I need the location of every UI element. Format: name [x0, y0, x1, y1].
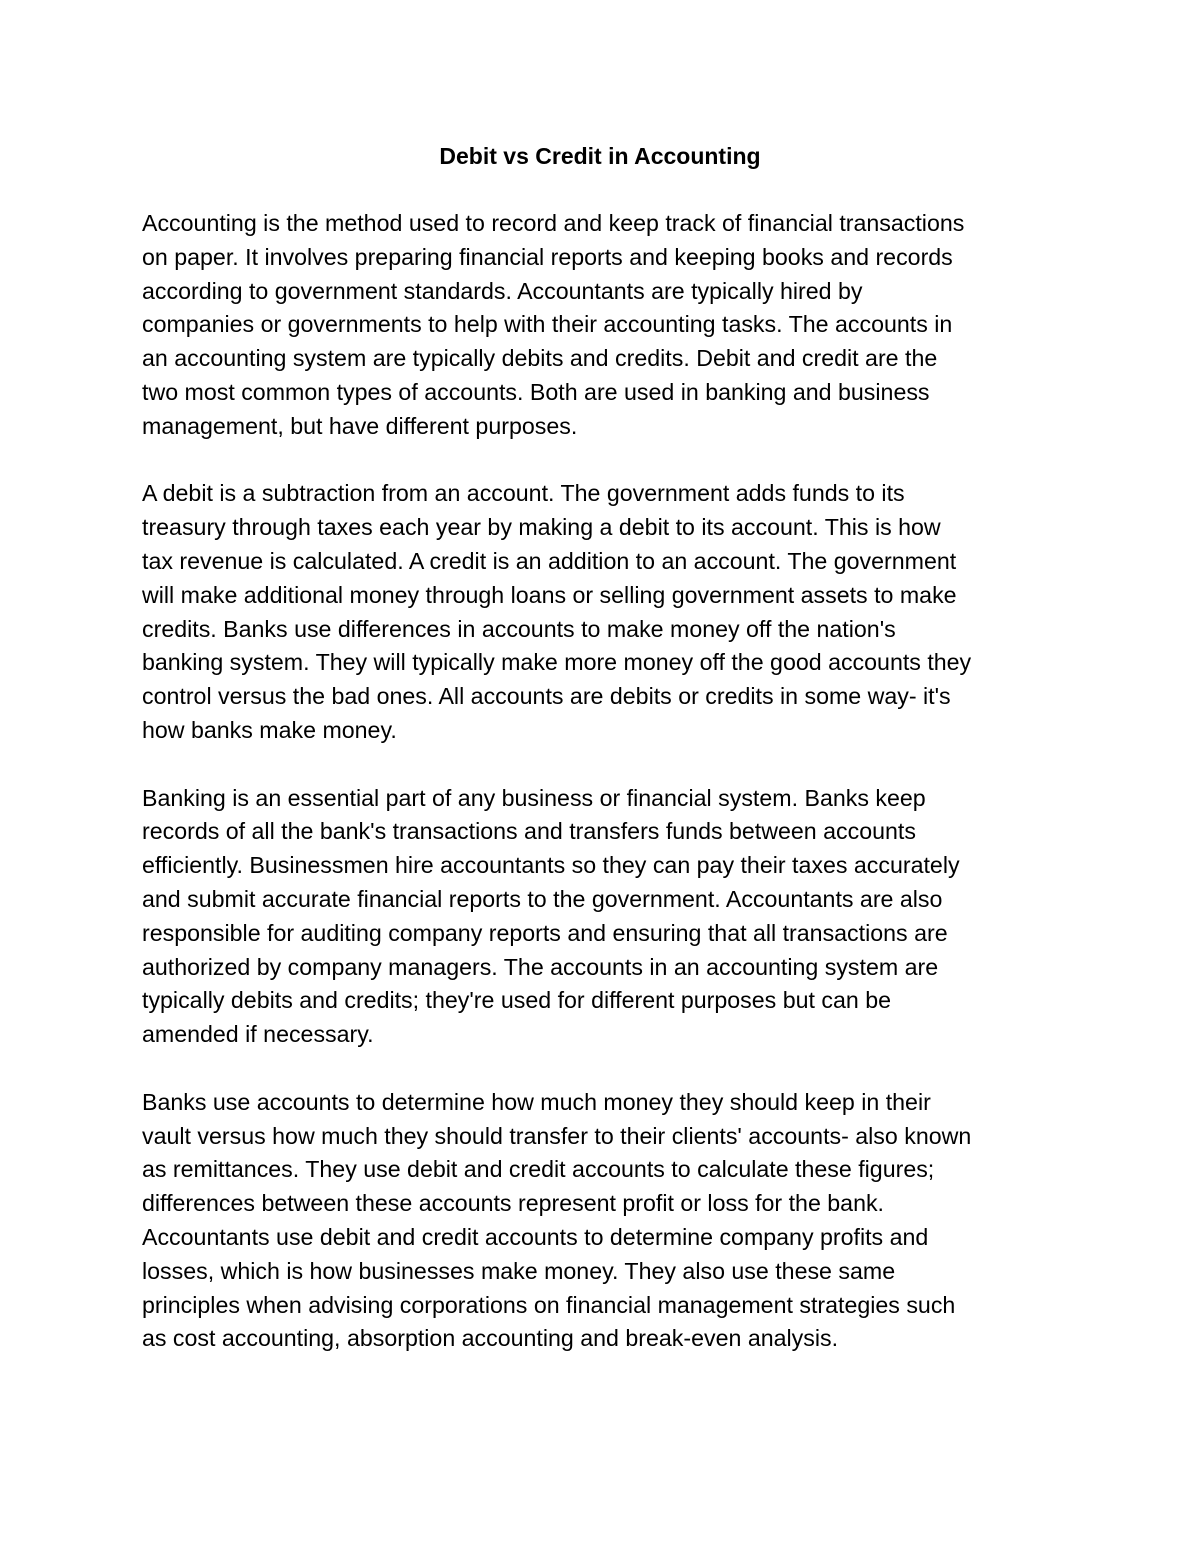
paragraph-line: and submit accurate financial reports to the government. Accountants are also [142, 885, 943, 912]
paragraph-line: losses, which is how businesses make money. They also use these same [142, 1257, 896, 1284]
paragraph-line: companies or governments to help with their accounting tasks. The accounts in [142, 311, 953, 338]
paragraph-line: how banks make money. [142, 716, 397, 743]
paragraph-line: management, but have different purposes. [142, 412, 578, 439]
paragraph-line: control versus the bad ones. All accounts are debits or credits in some way- it's [142, 683, 951, 710]
paragraph-line: Accountants use debit and credit accounts to determine company profits and [142, 1223, 929, 1250]
paragraph-line: as cost accounting, absorption accounting and break-even analysis. [142, 1325, 839, 1352]
paragraph-line: typically debits and credits; they're used for different purposes but can be [142, 987, 892, 1014]
paragraph-line: Banks use accounts to determine how much money they should keep in their [142, 1088, 931, 1115]
paragraph-line: according to government standards. Accountants are typically hired by [142, 277, 863, 304]
paragraph-line: an accounting system are typically debits and credits. Debit and credit are the [142, 345, 938, 372]
paragraph-line: tax revenue is calculated. A credit is an addition to an account. The government [142, 547, 957, 574]
paragraph-line: Accounting is the method used to record and keep track of financial transactions [142, 210, 965, 236]
paragraph-line: vault versus how much they should transfer to their clients' accounts- also known [142, 1122, 972, 1149]
paragraph-1 [142, 207, 1082, 444]
paragraph-line: records of all the bank's transactions and transfers funds between accounts [142, 818, 916, 845]
paragraph-line: authorized by company managers. The accounts in an accounting system are [142, 953, 939, 980]
paragraph-line: treasury through taxes each year by making a debit to its account. This is how [142, 514, 941, 541]
document-title: Debit vs Credit in Accounting [439, 143, 761, 169]
paragraph-line: responsible for auditing company reports and ensuring that all transactions are [142, 919, 948, 946]
paragraph-2 [142, 477, 1082, 747]
paragraph-line: two most common types of accounts. Both are used in banking and business [142, 378, 930, 405]
paragraph-line: A debit is a subtraction from an account. The government adds funds to its [142, 480, 905, 507]
paragraph-line: on paper. It involves preparing financial reports and keeping books and records [142, 243, 953, 270]
paragraph-line: banking system. They will typically make more money off the good accounts they [142, 649, 972, 676]
paragraph-3 [142, 782, 1082, 1052]
paragraph-line: efficiently. Businessmen hire accountants so they can pay their taxes accurately [142, 852, 960, 879]
paragraph-line: as remittances. They use debit and credit accounts to calculate these figures; [142, 1156, 935, 1183]
paragraph-line: Banking is an essential part of any business or financial system. Banks keep [142, 784, 926, 811]
paragraph-line: amended if necessary. [142, 1021, 374, 1048]
paragraph-4 [142, 1086, 1082, 1356]
paragraph-line: principles when advising corporations on financial management strategies such [142, 1291, 956, 1318]
paragraph-line: credits. Banks use differences in accounts to make money off the nation's [142, 615, 896, 642]
document-body [142, 207, 1082, 1390]
paragraph-line: differences between these accounts represent profit or loss for the bank. [142, 1190, 884, 1217]
paragraph-line: will make additional money through loans or selling government assets to make [142, 581, 957, 608]
